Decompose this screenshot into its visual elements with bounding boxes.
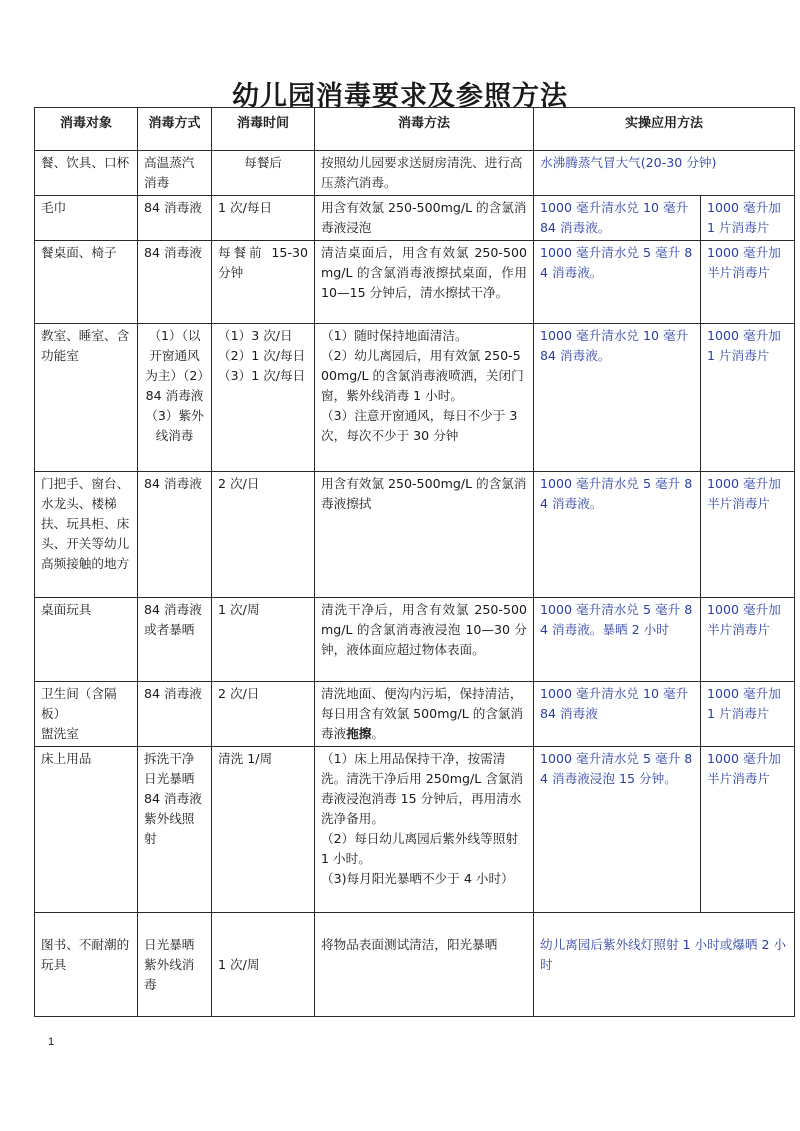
time-line: （3）1 次/每日 bbox=[218, 368, 306, 383]
header-practice: 实操应用方法 bbox=[534, 108, 795, 151]
cell-practice-b: 1000 毫升加 1 片消毒片 bbox=[701, 196, 795, 241]
time-line: （2）1 次/每日 bbox=[218, 348, 306, 363]
cell-time: 2 次/日 bbox=[212, 682, 315, 747]
cell-object: 图书、不耐潮的玩具 bbox=[35, 913, 138, 1017]
cell-method: 按照幼儿园要求送厨房清洗、进行高压蒸汽消毒。 bbox=[315, 151, 534, 196]
cell-practice-b: 1000 毫升加 1 片消毒片 bbox=[701, 324, 795, 472]
cell-time: 1 次/每日 bbox=[212, 196, 315, 241]
table-header-row bbox=[35, 108, 795, 151]
cell-way: 日光暴晒紫外线消毒 bbox=[138, 913, 212, 1017]
cell-practice-a: 1000 毫升清水兑 5 毫升 84 消毒液浸泡 15 分钟。 bbox=[534, 747, 701, 913]
cell-object: 餐桌面、椅子 bbox=[35, 241, 138, 324]
cell-time: 1 次/周 bbox=[212, 598, 315, 682]
cell-method: 用含有效氯 250-500mg/L 的含氯消毒液擦拭 bbox=[315, 472, 534, 598]
table-row bbox=[35, 324, 795, 472]
cell-method: 清洗干净后，用含有效氯 250-500mg/L 的含氯消毒液浸泡 10—30 分钟，液体面应超过物体表面。 bbox=[315, 598, 534, 682]
cell-way: （1）（以开窗通风为主）（2）84 消毒液（3）紫外线消毒 bbox=[138, 324, 212, 472]
header-method: 消毒方法 bbox=[315, 108, 534, 151]
cell-way: 高温蒸汽消毒 bbox=[138, 151, 212, 196]
disinfection-table bbox=[34, 107, 795, 1017]
cell-method: 用含有效氯 250-500mg/L 的含氯消毒液浸泡 bbox=[315, 196, 534, 241]
method-line: （1）床上用品保持干净，按需清洗。清洗干净后用 250mg/L 含氯消毒液浸泡消毒 15 分钟后，再用清水洗净备用。 bbox=[321, 751, 524, 826]
cell-practice-b: 1000 毫升加半片消毒片 bbox=[701, 598, 795, 682]
table-row bbox=[35, 196, 795, 241]
page-title: 幼儿园消毒要求及参照方法 bbox=[232, 81, 568, 112]
cell-time: 2 次/日 bbox=[212, 472, 315, 598]
cell-method: 清洁桌面后，用含有效氯 250-500mg/L 的含氯消毒液擦拭桌面，作用 10—15 分钟后，清水擦拭干净。 bbox=[315, 241, 534, 324]
cell-practice-a: 1000 毫升清水兑 10 毫升 84 消毒液。 bbox=[534, 324, 701, 472]
object-line: 盥洗室 bbox=[41, 726, 79, 741]
cell-time bbox=[212, 324, 315, 472]
cell-practice-a: 1000 毫升清水兑 10 毫升 84 消毒液。 bbox=[534, 196, 701, 241]
cell-object: 桌面玩具 bbox=[35, 598, 138, 682]
table-row bbox=[35, 682, 795, 747]
cell-practice-b: 1000 毫升加半片消毒片 bbox=[701, 747, 795, 913]
cell-method bbox=[315, 682, 534, 747]
table-row bbox=[35, 241, 795, 324]
cell-time: 1 次/周 bbox=[212, 913, 315, 1017]
cell-object bbox=[35, 682, 138, 747]
cell-practice-a: 1000 毫升清水兑 5 毫升 84 消毒液。 bbox=[534, 472, 701, 598]
cell-practice: 幼儿离园后紫外线灯照射 1 小时或爆晒 2 小时 bbox=[534, 913, 795, 1017]
method-line: （3）注意开窗通风，每日不少于 3 次，每次不少于 30 分钟 bbox=[321, 408, 518, 443]
method-line: （3)每月阳光暴晒不少于 4 小时） bbox=[321, 871, 514, 886]
cell-time: 清洗 1/周 bbox=[212, 747, 315, 913]
page-number: 1 bbox=[48, 1036, 55, 1048]
cell-practice-b: 1000 毫升加半片消毒片 bbox=[701, 241, 795, 324]
cell-object: 床上用品 bbox=[35, 747, 138, 913]
cell-way: 84 消毒液 bbox=[138, 472, 212, 598]
cell-practice-b: 1000 毫升加半片消毒片 bbox=[701, 472, 795, 598]
cell-object: 教室、睡室、含功能室 bbox=[35, 324, 138, 472]
table-row bbox=[35, 151, 795, 196]
cell-method bbox=[315, 324, 534, 472]
cell-method: 将物品表面测试清洁，阳光暴晒 bbox=[315, 913, 534, 1017]
cell-way: 84 消毒液 bbox=[138, 241, 212, 324]
object-line: 卫生间（含隔板） bbox=[41, 686, 117, 721]
cell-object: 门把手、窗台、水龙头、楼梯扶、玩具柜、床头、开关等幼儿高频接触的地方 bbox=[35, 472, 138, 598]
table-row bbox=[35, 472, 795, 598]
cell-object: 餐、饮具、口杯 bbox=[35, 151, 138, 196]
cell-object: 毛巾 bbox=[35, 196, 138, 241]
time-line: （1）3 次/日 bbox=[218, 328, 293, 343]
cell-time: 每餐前 15-30 分钟 bbox=[212, 241, 315, 324]
cell-practice-a: 1000 毫升清水兑 5 毫升 84 消毒液。 bbox=[534, 241, 701, 324]
cell-way: 拆洗干净日光暴晒 84 消毒液紫外线照射 bbox=[138, 747, 212, 913]
cell-practice-a: 1000 毫升清水兑 5 毫升 84 消毒液。暴晒 2 小时 bbox=[534, 598, 701, 682]
method-emphasis: 拖擦 bbox=[346, 726, 372, 741]
cell-practice-a: 1000 毫升清水兑 10 毫升 84 消毒液 bbox=[534, 682, 701, 747]
method-line: （2）每日幼儿离园后紫外线等照射 1 小时。 bbox=[321, 831, 518, 866]
cell-time: 每餐后 bbox=[212, 151, 315, 196]
cell-method bbox=[315, 747, 534, 913]
cell-practice: 水沸腾蒸气冒大气(20-30 分钟) bbox=[534, 151, 795, 196]
table-row bbox=[35, 913, 795, 1017]
cell-way: 84 消毒液或者暴晒 bbox=[138, 598, 212, 682]
header-time: 消毒时间 bbox=[212, 108, 315, 151]
method-text: 清洗地面、便沟内污垢，保持清洁，每日用含有效氯 500mg/L 的含氯消毒液 bbox=[321, 686, 524, 741]
header-way: 消毒方式 bbox=[138, 108, 212, 151]
cell-way: 84 消毒液 bbox=[138, 196, 212, 241]
table-row bbox=[35, 747, 795, 913]
cell-practice-b: 1000 毫升加 1 片消毒片 bbox=[701, 682, 795, 747]
method-line: （1）随时保持地面清洁。 bbox=[321, 328, 468, 343]
method-line: （2）幼儿离园后，用有效氯 250-500mg/L 的含氯消毒液喷洒，关闭门窗，紫外线消毒 1 小时。 bbox=[321, 348, 524, 403]
table-row bbox=[35, 598, 795, 682]
method-end: 。 bbox=[371, 726, 384, 741]
cell-way: 84 消毒液 bbox=[138, 682, 212, 747]
header-object: 消毒对象 bbox=[35, 108, 138, 151]
